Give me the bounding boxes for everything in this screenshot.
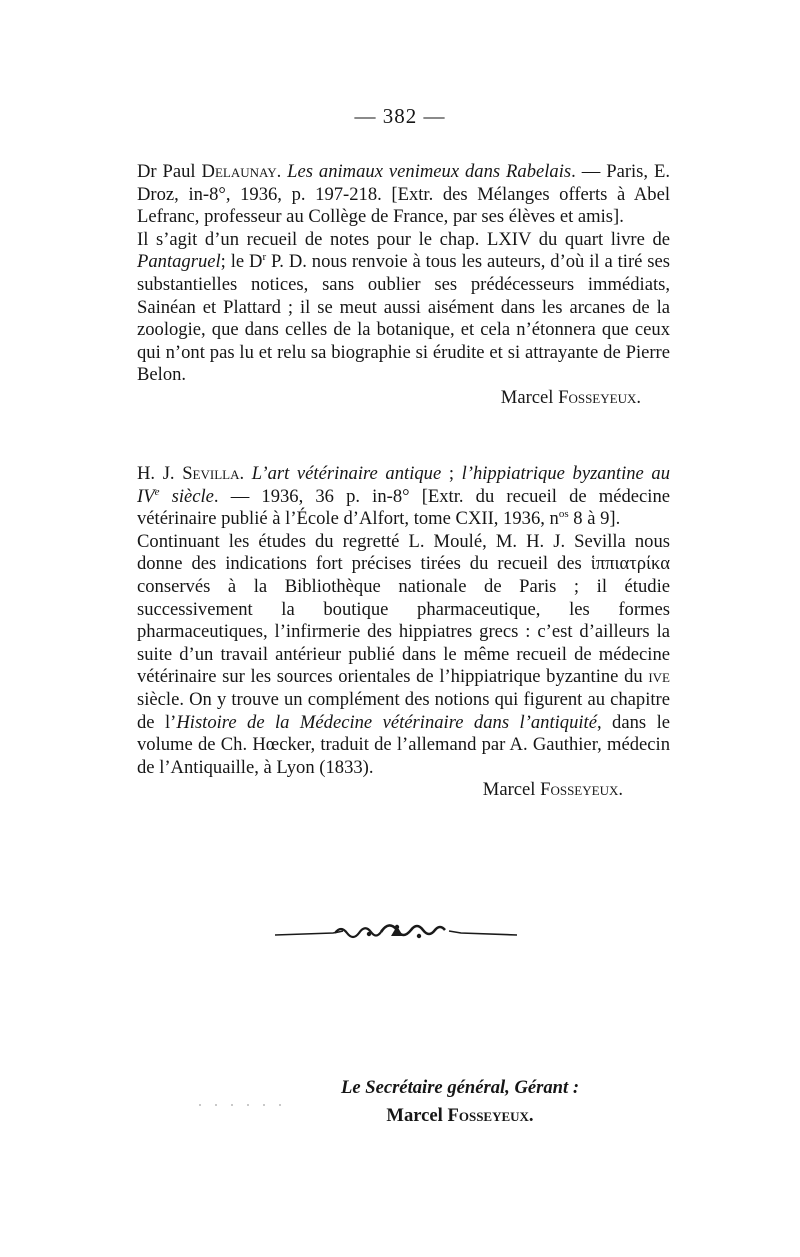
entry-1-pubinfo: . — Paris, E. Droz, in-8°, 1936, p. 197-218. [Extr. des Mélanges offerts à Abel Lefranc, professeur au Collège de France, par ses élèves et amis]. — [137, 161, 671, 228]
page-number: — 382 — — [354, 104, 446, 128]
entry-2-signature-last: Fosseyeux. — [540, 779, 623, 801]
entry-1-review-text-1: Il s’agit d’un recueil de notes pour le chap. LXIV du quart livre de — [137, 228, 670, 250]
entry-2-title-b: l’hippiatrique byzantine au IV — [137, 463, 670, 507]
footer-name — [300, 1102, 620, 1130]
bibliography-entry-2 — [137, 463, 670, 802]
entry-1-signature — [137, 387, 670, 410]
entry-1-citation: Dr Paul Delaunay. Les animaux venimeux dans Rabelais. — Paris, E. Droz, in-8°, 1936, p. 197-218. [Extr. des Mélanges offerts à Abel Lefranc, professeur au Collège de France, par ses élèves et amis]. — [137, 161, 671, 228]
entry-1-review — [137, 229, 670, 387]
entry-2-review-text-1: Continuant les études du regretté L. Moulé, M. H. J. Sevilla nous donne des indications fort précises tirées du recueil des ἱππιατρίκα conservés à la Bibliothèque nationale de Paris ; il étudie successivement la boutique pharmaceutique, les formes pharmaceutiques, l’infirmerie des hippiatres grecs : c’est d’ailleurs la suite d’un travail antérieur publié dans le même recueil de médecine vétérinaire sur les sources orientales de l’hippiatrique byzantine du — [137, 530, 670, 688]
entry-1-review-text-3: P. D. nous renvoie à tous les auteurs, d’où il a tiré ses substantielles notices, sans oublier ses prédécesseurs immédiats, Sainéan et Plattard ; il se meut aussi aisément dans les arcanes de la zoologie, que dans celles de la botanique, et cela n’étonnera que ceux qui n’ont pas lu et relu sa biographie si érudite et si attrayante de Pierre Belon. — [137, 251, 670, 386]
entry-2-title-sep: ; — [441, 463, 462, 484]
entry-2-title-sup: e — [154, 485, 160, 498]
ornament-divider-icon — [273, 918, 519, 946]
footer-role-b: Gérant : — [514, 1077, 580, 1098]
entry-2-pubinfo-a: . — 1936, 36 p. in-8° [Extr. du recueil de médecine vétérinaire publié à l’École d’Alfort, tome CXII, 1936, n — [137, 485, 670, 530]
entry-2-review-text-3: , dans le volume de Ch. Hœcker, traduit de l’allemand par A. Gauthier, médecin de l’Antiquaille, à Lyon (1833). — [137, 711, 670, 778]
entry-2-author-prefix: H. J. — [137, 463, 183, 484]
entry-2-title-c: siècle — [159, 485, 214, 507]
entry-2-review-century: ive — [648, 666, 670, 688]
entry-2-pubinfo-sup: os — [558, 508, 569, 520]
entry-2-title-a: L’art vétérinaire antique — [251, 463, 442, 484]
entry-1-author-name: Delaunay — [201, 161, 277, 182]
bibliography-entry-1 — [137, 161, 670, 410]
entry-2-signature — [137, 779, 670, 802]
footer-name-first: Marcel — [386, 1105, 448, 1126]
entry-1-signature-first: Marcel — [500, 386, 559, 408]
entry-1-review-italic: Pantagruel — [137, 251, 221, 273]
entry-2-pubinfo-b: 8 à 9]. — [568, 508, 621, 530]
entry-1-signature-last: Fosseyeux. — [558, 386, 641, 408]
entry-1-review-sup: r — [262, 251, 267, 264]
entry-2-citation: H. J. Sevilla. L’art vétérinaire antique ; l’hippiatrique byzantine au IVe siècle. — 1936, 36 p. in-8° [Extr. du recueil de médecine vétérinaire publié à l’École d’Alfort, tome CXII, 1936, $n^{os}$ 8 à 9]. — [137, 463, 670, 530]
entry-2-signature-first: Marcel — [482, 779, 541, 801]
footer-signature — [300, 1074, 620, 1130]
entry-2-review-text-2: siècle. On y trouve un complément des notions qui figurent au chapitre de l’ — [137, 688, 670, 733]
footer-role — [300, 1074, 620, 1102]
entry-2-review-italic: Histoire de la Médecine vétérinaire dans l’antiquité — [176, 711, 597, 733]
footer-role-a: Le Secrétaire général — [340, 1077, 506, 1098]
faded-dots-decoration — [190, 1100, 310, 1110]
entry-2-author-name: Sevilla — [182, 463, 240, 484]
entry-1-author-prefix: Dr Paul — [137, 161, 202, 182]
entry-1-review-text-2: ; le D — [220, 251, 263, 273]
footer-name-last: Fosseyeux. — [447, 1105, 534, 1126]
entry-1-title: Les animaux venimeux dans Rabelais — [287, 161, 572, 182]
footer-role-sep: , — [505, 1077, 515, 1098]
entry-2-review — [137, 531, 670, 780]
